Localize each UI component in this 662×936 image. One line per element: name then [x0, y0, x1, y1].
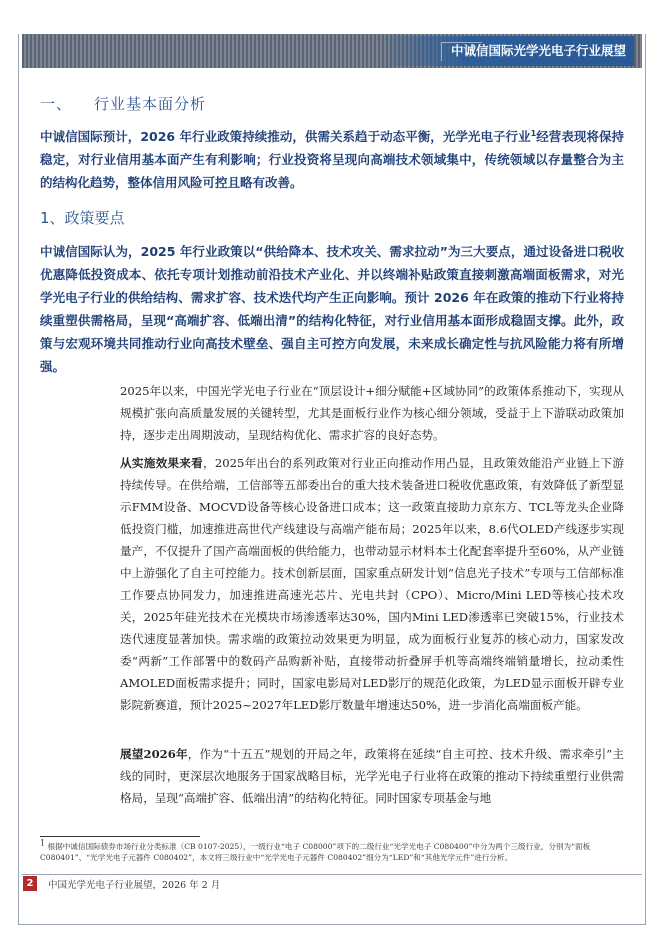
footer-text: 中国光学光电子行业展望，2026 年 2 月 — [48, 880, 221, 891]
summary-text-a: 中诚信国际预计，2026 年行业政策持续推动，供需关系趋于动态平衡，光学光电子行业 — [40, 129, 531, 144]
section-heading — [40, 93, 206, 114]
header-decoration — [441, 42, 482, 61]
header-bar — [22, 34, 642, 68]
page-number: 2 — [23, 876, 37, 891]
footnote — [40, 838, 624, 863]
section-title: 行业基本面分析 — [94, 95, 207, 113]
footnote-text: 根据中诚信国际债券市场行业分类标准（CB 0107-2025），一级行业“电子 C08000”项下的二级行业“光学光电子 C080400”中分为两个三级行业，分别为“面板 C080401”、“光学光电子元器件 C080402”，本文将三级行业中“光学光电子元器件 C080402”细分为“LED”和“其他光学元件”进行分析。 — [40, 842, 591, 862]
section-number: 一、 — [40, 95, 73, 113]
header-title — [381, 36, 634, 66]
paragraph-text: ，2025年出台的系列政策对行业正向推动作用凸显，且政策效能沿产业链上下游持续传导。在供给端，工信部等五部委出台的重大技术装备进口税收优惠政策，有效降低了新型显示FMM设备、MOCVD设备等核心设备进口成本；这一政策直接助力京东方、TCL等龙头企业降低投资门槛，加速推进高世代产线建设与高端产能布局；2025年以来，8.6代OLED产线逐步实现量产，不仅提升了国产高端面板的供给能力，也带动显示材料本土化配套率提升至60%，从产业链中上游强化了自主可控能力。技术创新层面，国家重点研发计划“信息光子技术”专项与工信部标准工作要点协同发力，加速推进高速光芯片、光电共封（CPO）、Micro/Mini LED等核心技术攻关，2025年硅光技术在光模块市场渗透率达30%，国内Mini LED渗透率已突破15%，行业技术迭代速度显著加快。需求端的政策拉动效果更为明显，成为面板行业复苏的核心动力，国家发改委“两新”工作部署中的数码产品购新补贴，直接带动折叠屏手机等高端终端销量增长，拉动柔性AMOLED面板需求提升；同时，国家电影局对LED影厅的规范化政策，为LED显示面板开辟专业影院新赛道，预计2025~2027年LED影厅数量年增速达50%，进一步消化高端面板产能。 — [120, 456, 624, 712]
summary-text-b: 经营表现将保持稳定，对行业信用基本面产生有利影响；行业投资将呈现向高端技术领域集中，传统领域以存量整合为主的结构化趋势，整体信用风险可控且略有改善。 — [40, 129, 624, 190]
summary-paragraph — [40, 125, 624, 194]
footnote-divider — [40, 836, 200, 837]
footnote-ref[interactable]: 1 — [530, 128, 537, 138]
body-paragraph-1: 2025年以来，中国光学光电子行业在“顶层设计+细分赋能+区域协同”的政策体系推动下，实现从规模扩张向高质量发展的关键转型，尤其是面板行业作为核心细分领域，受益于上下游联动政策加持，逐步走出周期波动，呈现结构优化、需求扩容的良好态势。 — [120, 384, 624, 442]
paragraph-text: ，作为“十五五”规划的开局之年，政策将在延续“自主可控、技术升级、需求牵引”主线的同时，更深层次地服务于国家战略目标，光学光电子行业将在政策的推动下持续重塑行业供需格局，呈现“高端扩容、低端出清”的结构化特征。同时国家专项基金与地 — [120, 747, 624, 805]
body-paragraph-2 — [120, 452, 624, 716]
footnote-marker: 1 — [40, 838, 46, 848]
body-paragraph-3 — [120, 743, 624, 809]
subsection-heading: 1、政策要点 — [40, 209, 125, 227]
paragraph-lead: 从实施效果来看 — [120, 456, 204, 470]
header-title-text: 中诚信国际光学光电子行业展望 — [450, 43, 626, 58]
paragraph-lead: 展望2026年 — [120, 747, 188, 761]
footer-divider — [22, 874, 642, 875]
policy-summary-paragraph: 中诚信国际认为，2025 年行业政策以“供给降本、技术攻关、需求拉动”为三大要点，通过设备进口税收优惠降低投资成本、依托专项计划推动前沿技术产业化、并以终端补贴政策直接刺激高端面板需求，对光学光电子行业的供给结构、需求扩容、技术迭代均产生正向影响。预计 2026 年在政策的推动下行业将持续重塑供需格局，呈现“高端扩容、低端出清”的结构化特征，对行业信用基本面形成稳固支撑。此外，政策与宏观环境共同推动行业向高技术壁垒、强自主可控方向发展，未来成长确定性与抗风险能力将有所增强。 — [40, 244, 624, 374]
